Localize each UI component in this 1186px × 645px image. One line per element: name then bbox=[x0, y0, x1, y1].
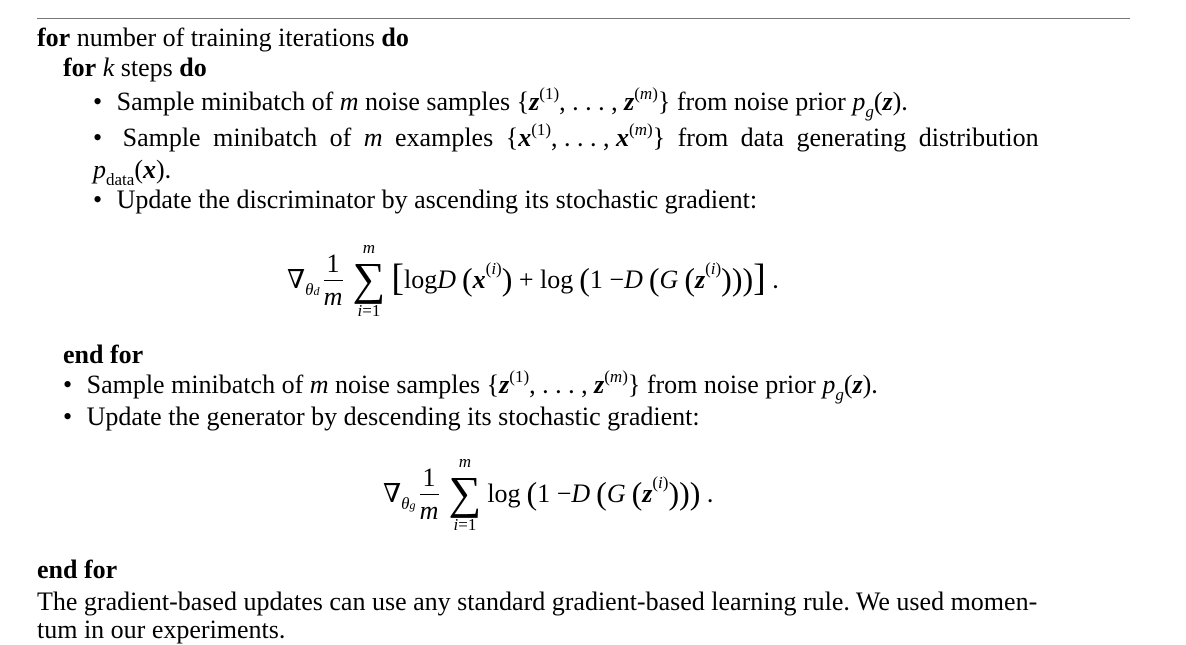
inner-for-line bbox=[63, 53, 207, 83]
step-text: Sample minibatch of bbox=[122, 123, 352, 152]
top-rule bbox=[37, 18, 1130, 19]
noise-prior-math: $p_g(z)$. bbox=[822, 370, 878, 404]
for-keyword: for bbox=[63, 53, 97, 82]
outer-for-line bbox=[37, 23, 409, 53]
step-text: Sample minibatch of bbox=[116, 87, 334, 116]
step-update-discriminator bbox=[93, 185, 757, 215]
noise-prior-math: $p_g(z)$. bbox=[852, 87, 908, 121]
note-line-2 bbox=[37, 615, 285, 645]
step-text: noise samples bbox=[335, 370, 481, 399]
for-keyword: for bbox=[37, 23, 71, 52]
data-subscript: data bbox=[106, 170, 135, 189]
m-variable: m bbox=[309, 370, 329, 399]
m-variable: m bbox=[339, 87, 359, 116]
generator-gradient-equation: $\nabla_{\theta g}$ $\frac{1}{m}$ m ∑ i=1 log ( 1 − D ( G ( z $^{(i )}$ ))) . bbox=[383, 452, 714, 534]
inner-loop-text: steps bbox=[120, 53, 173, 82]
outer-loop-text: number of training iterations bbox=[76, 23, 375, 52]
m-variable: m bbox=[363, 123, 383, 152]
step-text: Update the generator by descending its stochastic gradient: bbox=[86, 402, 700, 431]
end-for-keyword: end for bbox=[63, 340, 144, 369]
step-text: from noise prior bbox=[646, 370, 816, 399]
inner-end-for bbox=[63, 340, 143, 370]
note-line-1 bbox=[37, 587, 1037, 617]
step-text: noise samples bbox=[365, 87, 511, 116]
discriminator-gradient-equation: $\nabla_{\theta d}$ $\frac{1}{m}$ m ∑ i=1 [ log D ( x $^{(i )}$ ) + log ( 1 − D ( G ( z $^{(i )}$ ))) ] . bbox=[287, 238, 779, 320]
do-keyword: do bbox=[179, 53, 207, 82]
k-variable: k bbox=[102, 53, 115, 82]
noise-set-math: {$z^{(1)}$, . . . , $z^{(m)}$} bbox=[486, 367, 641, 399]
note-text: The gradient-based updates can use any standard gradient-based learning rule. We used momen- bbox=[37, 587, 1038, 616]
note-text: tum in our experiments. bbox=[37, 615, 286, 644]
p-symbol: p bbox=[93, 155, 106, 184]
step-text: Update the discriminator by ascending its stochastic gradient: bbox=[116, 185, 758, 214]
step-text: from noise prior bbox=[676, 87, 846, 116]
do-keyword: do bbox=[381, 23, 409, 52]
step-sample-noise-generator bbox=[63, 367, 878, 404]
step-sample-examples bbox=[93, 120, 1039, 156]
end-for-keyword: end for bbox=[37, 555, 118, 584]
step-sample-noise bbox=[93, 84, 908, 121]
x-symbol: x bbox=[143, 155, 156, 184]
noise-set-math: {$z^{(1)}$, . . . , $z^{(m)}$} bbox=[516, 84, 671, 116]
step-text: from data generating distribution bbox=[677, 123, 1039, 152]
step-text: Sample minibatch of bbox=[86, 370, 304, 399]
data-distribution-math: $p_{data}(x)$. bbox=[93, 155, 172, 189]
step-update-generator bbox=[63, 402, 700, 432]
example-set-math: {$x^{(1)}$, . . . , $x^{(m)}$} bbox=[505, 120, 666, 152]
outer-end-for bbox=[37, 555, 117, 585]
step-text: examples bbox=[395, 123, 494, 152]
